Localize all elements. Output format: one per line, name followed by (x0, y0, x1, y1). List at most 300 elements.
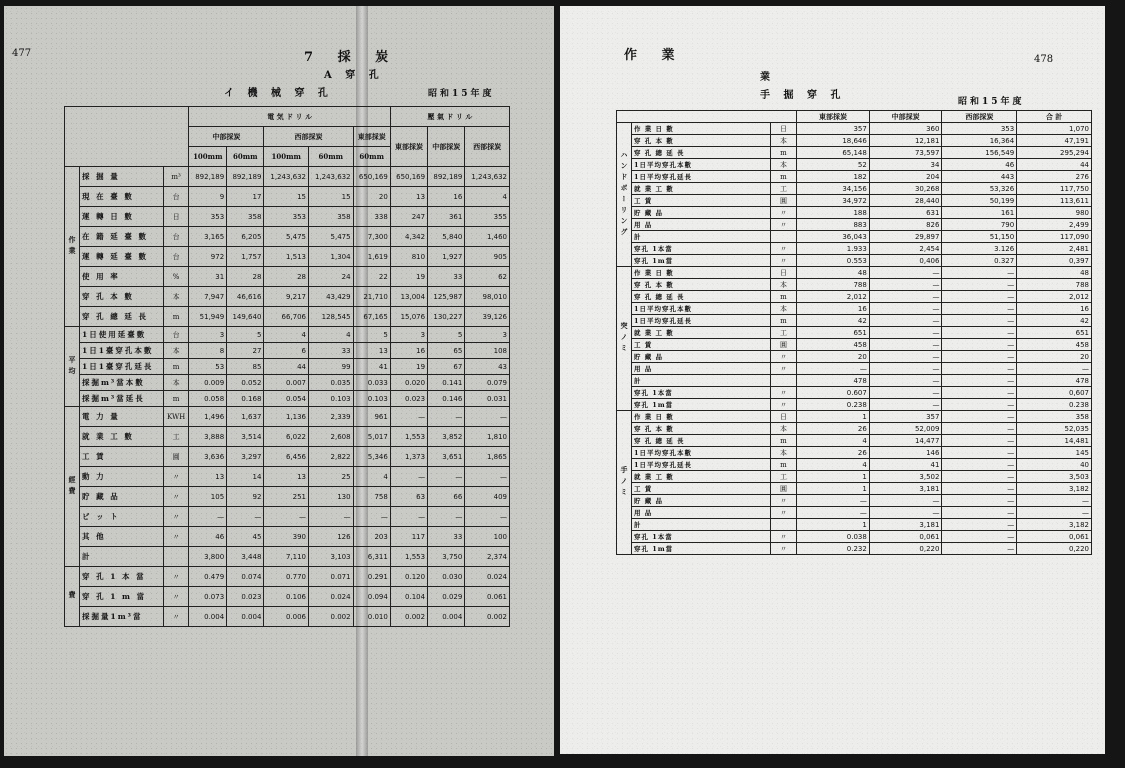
row-unit: 本 (163, 343, 189, 359)
value-cell: 4 (264, 327, 309, 343)
row-unit: m (163, 391, 189, 407)
table-row (65, 407, 510, 427)
value-cell: 188 (797, 207, 870, 219)
value-cell: 0.054 (264, 391, 309, 407)
value-cell: 63 (390, 487, 427, 507)
left-page (4, 6, 554, 756)
value-cell: 20 (1017, 351, 1092, 363)
table-row (65, 547, 510, 567)
value-cell: 3,103 (309, 547, 354, 567)
drilling-table (64, 106, 510, 627)
row-label: 1日1臺穿孔延長 (80, 359, 164, 375)
value-cell: 34,972 (797, 195, 870, 207)
table-row (65, 487, 510, 507)
value-cell: 41 (869, 459, 942, 471)
value-cell: 5 (227, 327, 264, 343)
table-row (617, 315, 1092, 327)
value-cell: 2,608 (309, 427, 354, 447)
table-row (617, 159, 1092, 171)
row-label: 1日平均穿孔本數 (632, 447, 771, 459)
value-cell: 51,949 (189, 307, 227, 327)
value-cell: 66 (428, 487, 465, 507)
value-cell: 758 (353, 487, 390, 507)
value-cell: — (227, 507, 264, 527)
row-unit: 工 (770, 183, 796, 195)
value-cell: 4,342 (390, 227, 427, 247)
value-cell: 28,440 (869, 195, 942, 207)
value-cell: 3,852 (428, 427, 465, 447)
row-unit: 台 (163, 227, 189, 247)
column-header: 中部採炭 (869, 111, 942, 123)
value-cell: 41 (353, 359, 390, 375)
row-label: 穿 孔 總 延 長 (632, 147, 771, 159)
row-unit: 工 (770, 471, 796, 483)
value-cell: 9,217 (264, 287, 309, 307)
value-cell: 126 (309, 527, 354, 547)
row-label: 穿 孔 1 m 當 (80, 587, 164, 607)
row-label: 計 (632, 519, 771, 531)
row-label: 穿 孔 本 數 (80, 287, 164, 307)
row-unit: 工 (163, 427, 189, 447)
value-cell: 3,182 (1017, 519, 1092, 531)
table-row (65, 343, 510, 359)
value-cell: 6,456 (264, 447, 309, 467)
value-cell: 390 (264, 527, 309, 547)
section-title: A 穿 孔 (324, 70, 384, 81)
value-cell: 29,897 (869, 231, 942, 243)
value-cell: 3.126 (942, 243, 1017, 255)
value-cell: 3,181 (869, 519, 942, 531)
value-cell: — (942, 291, 1017, 303)
value-cell: 1,637 (227, 407, 264, 427)
value-cell: 14,477 (869, 435, 942, 447)
value-cell: — (942, 279, 1017, 291)
block-label: 手ノミ (617, 411, 632, 555)
value-cell: 26 (797, 447, 870, 459)
value-cell: 22 (353, 267, 390, 287)
row-label: 工 賃 (632, 195, 771, 207)
value-cell: 3,503 (1017, 471, 1092, 483)
value-cell: 117,090 (1017, 231, 1092, 243)
table-row (65, 327, 510, 343)
row-label: 1日平均穿孔本數 (632, 159, 771, 171)
value-cell: 3,448 (227, 547, 264, 567)
row-label: 採掘m³當本數 (80, 375, 164, 391)
value-cell: 3 (189, 327, 227, 343)
value-cell: 0.079 (465, 375, 510, 391)
value-cell: — (869, 315, 942, 327)
row-label: 就 業 工 數 (632, 471, 771, 483)
value-cell: 46 (942, 159, 1017, 171)
value-cell: 0.071 (309, 567, 354, 587)
value-cell: 1,496 (189, 407, 227, 427)
table-row (617, 291, 1092, 303)
value-cell: 12,181 (869, 135, 942, 147)
row-label: 在 籍 延 臺 數 (80, 227, 164, 247)
value-cell: 0.104 (390, 587, 427, 607)
row-unit: 〃 (770, 531, 796, 543)
row-label: 計 (80, 547, 164, 567)
value-cell: 0.006 (264, 607, 309, 627)
row-unit: 〃 (163, 587, 189, 607)
row-unit (163, 547, 189, 567)
value-cell: 358 (309, 207, 354, 227)
row-label: 1日平均穿孔延長 (632, 459, 771, 471)
value-cell: 34,156 (797, 183, 870, 195)
row-unit: 〃 (770, 351, 796, 363)
table-row (617, 267, 1092, 279)
row-label: 工 賃 (632, 483, 771, 495)
value-cell: 3,181 (869, 483, 942, 495)
size-header: 100mm (264, 147, 309, 167)
value-cell: 1,243,632 (264, 167, 309, 187)
table-row (617, 339, 1092, 351)
value-cell: 7,947 (189, 287, 227, 307)
row-label: ビ ッ ト (80, 507, 164, 527)
value-cell: — (797, 495, 870, 507)
value-cell: 182 (797, 171, 870, 183)
value-cell: 0.120 (390, 567, 427, 587)
value-cell: — (428, 507, 465, 527)
row-label: 穿孔 1m當 (632, 255, 771, 267)
table-row (65, 607, 510, 627)
row-unit: 日 (770, 267, 796, 279)
value-cell: 0.052 (227, 375, 264, 391)
table-row (617, 147, 1092, 159)
value-cell: 16,364 (942, 135, 1017, 147)
value-cell: — (942, 495, 1017, 507)
value-cell: 52,009 (869, 423, 942, 435)
value-cell: 15 (309, 187, 354, 207)
value-cell: 85 (227, 359, 264, 375)
table-row (617, 519, 1092, 531)
value-cell: 5,346 (353, 447, 390, 467)
row-unit: 本 (163, 287, 189, 307)
value-cell: 357 (869, 411, 942, 423)
value-cell: 0.770 (264, 567, 309, 587)
value-cell: 1,513 (264, 247, 309, 267)
table-row (65, 207, 510, 227)
value-cell: 113,611 (1017, 195, 1092, 207)
value-cell: 53,326 (942, 183, 1017, 195)
value-cell: 6,022 (264, 427, 309, 447)
value-cell: 21,710 (353, 287, 390, 307)
chapter-title: 7 採 炭 (304, 50, 399, 65)
table-row (65, 507, 510, 527)
value-cell: 0.010 (353, 607, 390, 627)
table-row (65, 167, 510, 187)
value-cell: 204 (869, 171, 942, 183)
row-label: 1日使用延臺數 (80, 327, 164, 343)
value-cell: 5,840 (428, 227, 465, 247)
value-cell: — (390, 407, 427, 427)
row-unit: 〃 (163, 567, 189, 587)
value-cell: 13 (264, 467, 309, 487)
value-cell: 48 (797, 267, 870, 279)
row-unit: 本 (770, 135, 796, 147)
value-cell: 3,750 (428, 547, 465, 567)
value-cell: 2,481 (1017, 243, 1092, 255)
value-cell: 7,300 (353, 227, 390, 247)
row-label: 穿孔 1本當 (632, 531, 771, 543)
value-cell: 1,757 (227, 247, 264, 267)
row-unit: 圓 (163, 447, 189, 467)
value-cell: 0.031 (465, 391, 510, 407)
value-cell: 0,607 (1017, 387, 1092, 399)
row-label: 穿孔 1m當 (632, 399, 771, 411)
row-label: 作 業 日 數 (632, 267, 771, 279)
size-header: 60mm (309, 147, 354, 167)
value-cell: 3,514 (227, 427, 264, 447)
row-unit: 〃 (163, 487, 189, 507)
value-cell: 0.103 (353, 391, 390, 407)
value-cell: 358 (1017, 411, 1092, 423)
value-cell: 0,397 (1017, 255, 1092, 267)
value-cell: 905 (465, 247, 510, 267)
value-cell: 443 (942, 171, 1017, 183)
row-label: 穿孔 1本當 (632, 387, 771, 399)
size-header: 60mm (227, 147, 264, 167)
value-cell: 650,169 (353, 167, 390, 187)
value-cell: 631 (869, 207, 942, 219)
value-cell: 788 (1017, 279, 1092, 291)
value-cell: 0.146 (428, 391, 465, 407)
fiscal-year: 昭和15年度 (958, 97, 1025, 107)
value-cell: 108 (465, 343, 510, 359)
value-cell: 16 (428, 187, 465, 207)
value-cell: 50,199 (942, 195, 1017, 207)
value-cell: 2,374 (465, 547, 510, 567)
value-cell: 20 (353, 187, 390, 207)
table-row (617, 411, 1092, 423)
value-cell: 1,243,632 (309, 167, 354, 187)
value-cell: — (428, 467, 465, 487)
value-cell: 36,043 (797, 231, 870, 243)
row-unit: 日 (163, 207, 189, 227)
value-cell: 0,406 (869, 255, 942, 267)
subsection-title: イ 機 械 穿 孔 (224, 88, 333, 99)
row-label: 穿 孔 總 延 長 (632, 291, 771, 303)
value-cell: 1,373 (390, 447, 427, 467)
value-cell: 0.023 (227, 587, 264, 607)
table-row (65, 307, 510, 327)
row-label: 1日1臺穿孔本數 (80, 343, 164, 359)
value-cell: 149,640 (227, 307, 264, 327)
value-cell: 0.141 (428, 375, 465, 391)
value-cell: 3,651 (428, 447, 465, 467)
value-cell: — (797, 363, 870, 375)
value-cell: 353 (264, 207, 309, 227)
value-cell: 6 (264, 343, 309, 359)
row-label: 1日平均穿孔延長 (632, 315, 771, 327)
row-unit: 圓 (770, 339, 796, 351)
size-header: 100mm (189, 147, 227, 167)
value-cell: 0.038 (797, 531, 870, 543)
value-cell: — (1017, 507, 1092, 519)
row-unit: 〃 (163, 527, 189, 547)
value-cell: 1,810 (465, 427, 510, 447)
section-title: 業 (760, 72, 775, 83)
value-cell: 0.479 (189, 567, 227, 587)
value-cell: 156,549 (942, 147, 1017, 159)
row-group-label: 費 (65, 567, 80, 627)
value-cell: 355 (465, 207, 510, 227)
value-cell: 409 (465, 487, 510, 507)
column-header: 東部採炭 (797, 111, 870, 123)
row-unit: 〃 (770, 219, 796, 231)
value-cell: — (309, 507, 354, 527)
value-cell: 0.024 (309, 587, 354, 607)
value-cell: 67,165 (353, 307, 390, 327)
row-label: 採掘m³當延長 (80, 391, 164, 407)
row-unit: 本 (770, 159, 796, 171)
value-cell: 1.933 (797, 243, 870, 255)
fiscal-year: 昭和15年度 (428, 89, 495, 99)
block-label: ハンドボーリング (617, 123, 632, 267)
value-cell: 0.238 (1017, 399, 1092, 411)
table-row (617, 471, 1092, 483)
value-cell: 0.024 (465, 567, 510, 587)
row-unit: m (770, 435, 796, 447)
value-cell: — (942, 423, 1017, 435)
value-cell: 117 (390, 527, 427, 547)
value-cell: 980 (1017, 207, 1092, 219)
group-header: 電 気 ド リ ル (189, 107, 390, 127)
table-row (617, 423, 1092, 435)
value-cell: 0.232 (797, 543, 870, 555)
value-cell: 0.030 (428, 567, 465, 587)
value-cell: 883 (797, 219, 870, 231)
table-row (65, 427, 510, 447)
value-cell: 16 (390, 343, 427, 359)
value-cell: 3,182 (1017, 483, 1092, 495)
corner-cell (617, 111, 797, 123)
value-cell: 48 (1017, 267, 1092, 279)
row-label: 貯 藏 品 (632, 207, 771, 219)
table-row (617, 363, 1092, 375)
column-header: 合 計 (1017, 111, 1092, 123)
row-unit: 圓 (770, 483, 796, 495)
value-cell: 40 (1017, 459, 1092, 471)
value-cell: 5,017 (353, 427, 390, 447)
row-unit: m (770, 171, 796, 183)
value-cell: — (869, 507, 942, 519)
value-cell: 0.061 (465, 587, 510, 607)
row-label: 就 業 工 數 (80, 427, 164, 447)
table-row (617, 399, 1092, 411)
table-row (617, 171, 1092, 183)
value-cell: — (942, 303, 1017, 315)
table-row (65, 567, 510, 587)
value-cell: 117,750 (1017, 183, 1092, 195)
value-cell: 67 (428, 359, 465, 375)
row-unit: m (770, 315, 796, 327)
value-cell: — (1017, 363, 1092, 375)
value-cell: 28 (227, 267, 264, 287)
row-label: 用 品 (632, 363, 771, 375)
value-cell: 13 (189, 467, 227, 487)
row-unit: m (770, 291, 796, 303)
value-cell: 0.291 (353, 567, 390, 587)
value-cell: 3 (390, 327, 427, 343)
value-cell: 42 (797, 315, 870, 327)
value-cell: — (869, 363, 942, 375)
value-cell: — (942, 399, 1017, 411)
table-row (65, 587, 510, 607)
row-unit: 本 (770, 423, 796, 435)
table-row (617, 531, 1092, 543)
value-cell: 33 (428, 267, 465, 287)
row-label: 就 業 工 數 (632, 327, 771, 339)
value-cell: 45 (227, 527, 264, 547)
value-cell: 39,126 (465, 307, 510, 327)
value-cell: 53 (189, 359, 227, 375)
row-label: 工 賃 (80, 447, 164, 467)
corner-cell (65, 107, 189, 167)
row-unit: 〃 (163, 607, 189, 627)
table-row (65, 467, 510, 487)
row-unit: 本 (770, 447, 796, 459)
value-cell: 651 (797, 327, 870, 339)
row-unit: 圓 (770, 195, 796, 207)
table-row (65, 391, 510, 407)
value-cell: 65 (428, 343, 465, 359)
value-cell: 0.004 (227, 607, 264, 627)
value-cell: — (942, 315, 1017, 327)
value-cell: 3,888 (189, 427, 227, 447)
value-cell: 5,475 (264, 227, 309, 247)
column-header: 西部採炭 (942, 111, 1017, 123)
value-cell: 1 (797, 411, 870, 423)
value-cell: 0.103 (309, 391, 354, 407)
value-cell: 24 (309, 267, 354, 287)
table-row (617, 327, 1092, 339)
value-cell: 9 (189, 187, 227, 207)
value-cell: — (465, 407, 510, 427)
value-cell: 0.009 (189, 375, 227, 391)
value-cell: 4 (797, 435, 870, 447)
row-unit: 日 (770, 411, 796, 423)
value-cell: 42 (1017, 315, 1092, 327)
table-row (617, 255, 1092, 267)
row-label: 現 在 臺 數 (80, 187, 164, 207)
value-cell: — (869, 387, 942, 399)
value-cell: 62 (465, 267, 510, 287)
value-cell: 458 (1017, 339, 1092, 351)
value-cell: — (942, 411, 1017, 423)
value-cell: — (942, 483, 1017, 495)
value-cell: — (869, 339, 942, 351)
table-row (65, 227, 510, 247)
value-cell: — (869, 267, 942, 279)
value-cell: 276 (1017, 171, 1092, 183)
row-unit (770, 375, 796, 387)
value-cell: 2,822 (309, 447, 354, 467)
table-row (65, 287, 510, 307)
table-row (617, 495, 1092, 507)
value-cell: 46 (189, 527, 227, 547)
value-cell: 1,304 (309, 247, 354, 267)
value-cell: — (390, 467, 427, 487)
value-cell: 0.074 (227, 567, 264, 587)
value-cell: 892,189 (428, 167, 465, 187)
value-cell: 8 (189, 343, 227, 359)
table-row (617, 303, 1092, 315)
row-unit: m (770, 459, 796, 471)
row-label: 用 品 (632, 507, 771, 519)
row-label: 貯 藏 品 (80, 487, 164, 507)
value-cell: — (428, 407, 465, 427)
